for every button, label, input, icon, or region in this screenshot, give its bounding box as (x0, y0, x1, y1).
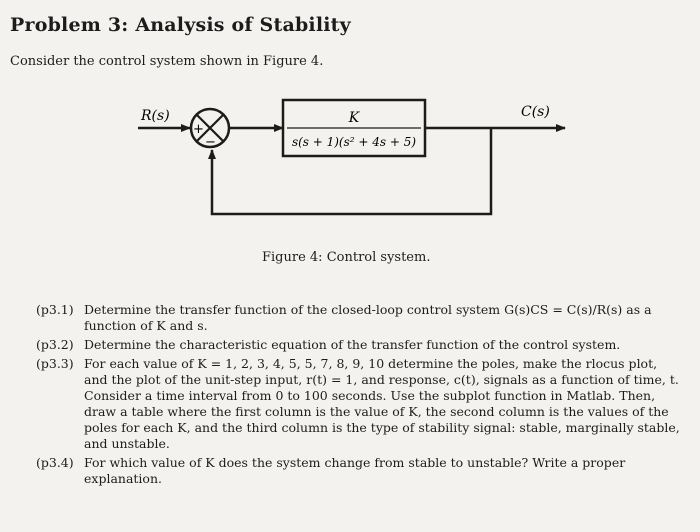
problem-title: Problem 3: Analysis of Stability (10, 14, 351, 36)
input-label: R(s) (141, 108, 170, 124)
problem-text: For each value of K = 1, 2, 3, 4, 5, 5, 7, 8, 9, 10 determine the poles, make the rlocus plot, and the plot of the unit-step input, r(t) = 1, and response, c(t), signals as a function of time, t. Consider a time interval from 0 to 100 seconds. Use the subplot function in Matlab. Then, draw a table where the first column is the value of K, the second column is the values of the poles for each K, and the third column is the type of stability signal: stable, marginally stable, and unstable. (84, 356, 680, 451)
figure-caption: Figure 4: Control system. (262, 250, 431, 265)
problem-text: For which value of K does the system change from stable to unstable? Write a proper explanation. (84, 455, 626, 486)
block-numerator: K (348, 110, 360, 126)
problem-tag: (p3.4) (36, 455, 74, 470)
problem-text: Determine the characteristic equation of the transfer function of the control system. (84, 337, 621, 352)
problem-item (36, 302, 684, 334)
problem-tag: (p3.3) (36, 356, 74, 371)
output-label: C(s) (521, 104, 550, 120)
problem-item (36, 337, 684, 353)
block-denominator: s(s + 1)(s² + 4s + 5) (291, 135, 417, 149)
problem-tag: (p3.1) (36, 302, 74, 317)
problem-text: Determine the transfer function of the closed-loop control system G(s)CS = C(s)/R(s) as a function of K and s. (84, 302, 652, 333)
problem-list (36, 302, 684, 490)
problem-tag: (p3.2) (36, 337, 74, 352)
sum-minus-sign: − (205, 135, 216, 150)
problem-item (36, 455, 684, 487)
intro-text: Consider the control system shown in Figure 4. (10, 54, 324, 69)
problem-item (36, 356, 684, 452)
sum-plus-sign: + (193, 122, 204, 137)
